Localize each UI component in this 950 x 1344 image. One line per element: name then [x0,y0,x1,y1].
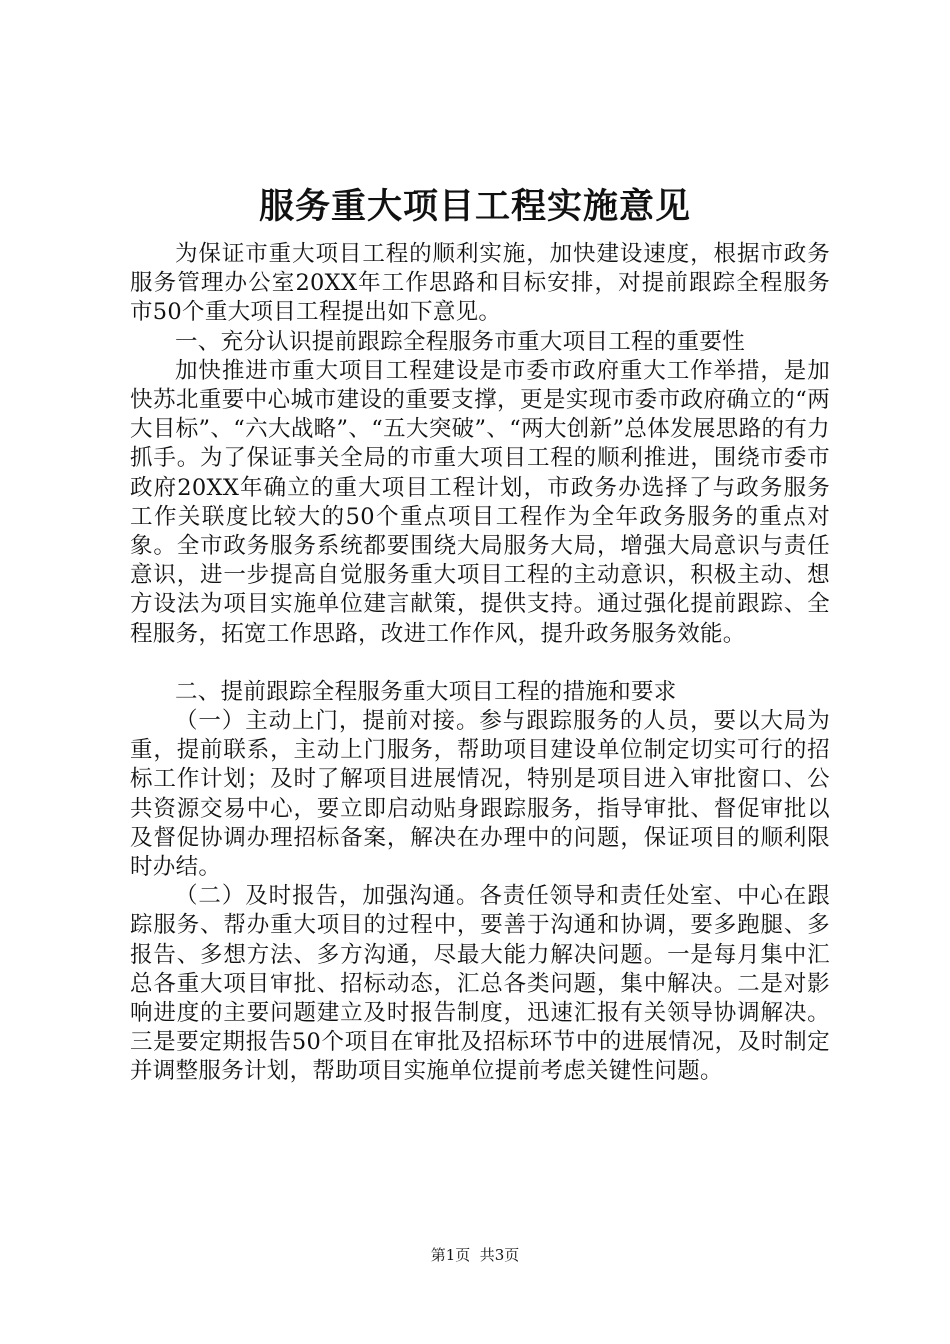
intro-paragraph: 为保证市重大项目工程的顺利实施，加快建设速度，根据市政务服务管理办公室20XX年工作思路和目标安排，对提前跟踪全程服务市50个重大项目工程提出如下意见。 [130,241,830,326]
section-2-item-2: （二）及时报告，加强沟通。各责任领导和责任处室、中心在跟踪服务、帮办重大项目的过程中，要善于沟通和协调，要多跑腿、多报告、多想方法、多方沟通，尽最大能力解决问题。一是每月集中汇总各重大项目审批、招标动态，汇总各类问题，集中解决。二是对影响进度的主要问题建立及时报告制度，迅速汇报有关领导协调解决。三是要定期报告50个项目在审批及招标环节中的进展情况，及时制定并调整服务计划，帮助项目实施单位提前考虑关键性问题。 [130,883,830,1085]
section-2-item-1: （一）主动上门，提前对接。参与跟踪服务的人员，要以大局为重，提前联系，主动上门服务，帮助项目建设单位制定切实可行的招标工作计划；及时了解项目进展情况，特别是项目进入审批窗口、公共资源交易中心，要立即启动贴身跟踪服务，指导审批、督促审批以及督促协调办理招标备案，解决在办理中的问题，保证项目的顺利限时办结。 [130,708,830,881]
document-body [130,240,830,1087]
section-heading-1: 一、充分认识提前跟踪全程服务市重大项目工程的重要性 [175,328,746,355]
page-footer: 第1页 共3页 [430,1246,520,1264]
paragraph-gap [130,649,830,678]
section-1-paragraph: 加快推进市重大项目工程建设是市委市政府重大工作举措，是加快苏北重要中心城市建设的重要支撑，更是实现市委市政府确立的“两大目标”、“六大战略”、“五大突破”、“两大创新”总体发展思路的有力抓手。为了保证事关全局的市重大项目工程的顺利推进，围绕市委市政府20XX年确立的重大项目工程计划，市政务办选择了与政务服务工作关联度比较大的50个重点项目工程作为全年政务服务的重点对象。全市政务服务系统都要围绕大局服务大局，增强大局意识与责任意识，进一步提高自觉服务重大项目工程的主动意识，积极主动、想方设法为项目实施单位建言献策，提供支持。通过强化提前跟踪、全程服务，拓宽工作思路，改进工作作风，提升政务服务效能。 [130,357,830,647]
section-heading-2: 二、提前跟踪全程服务重大项目工程的措施和要求 [175,678,677,705]
document-title: 服务重大项目工程实施意见 [258,186,691,227]
